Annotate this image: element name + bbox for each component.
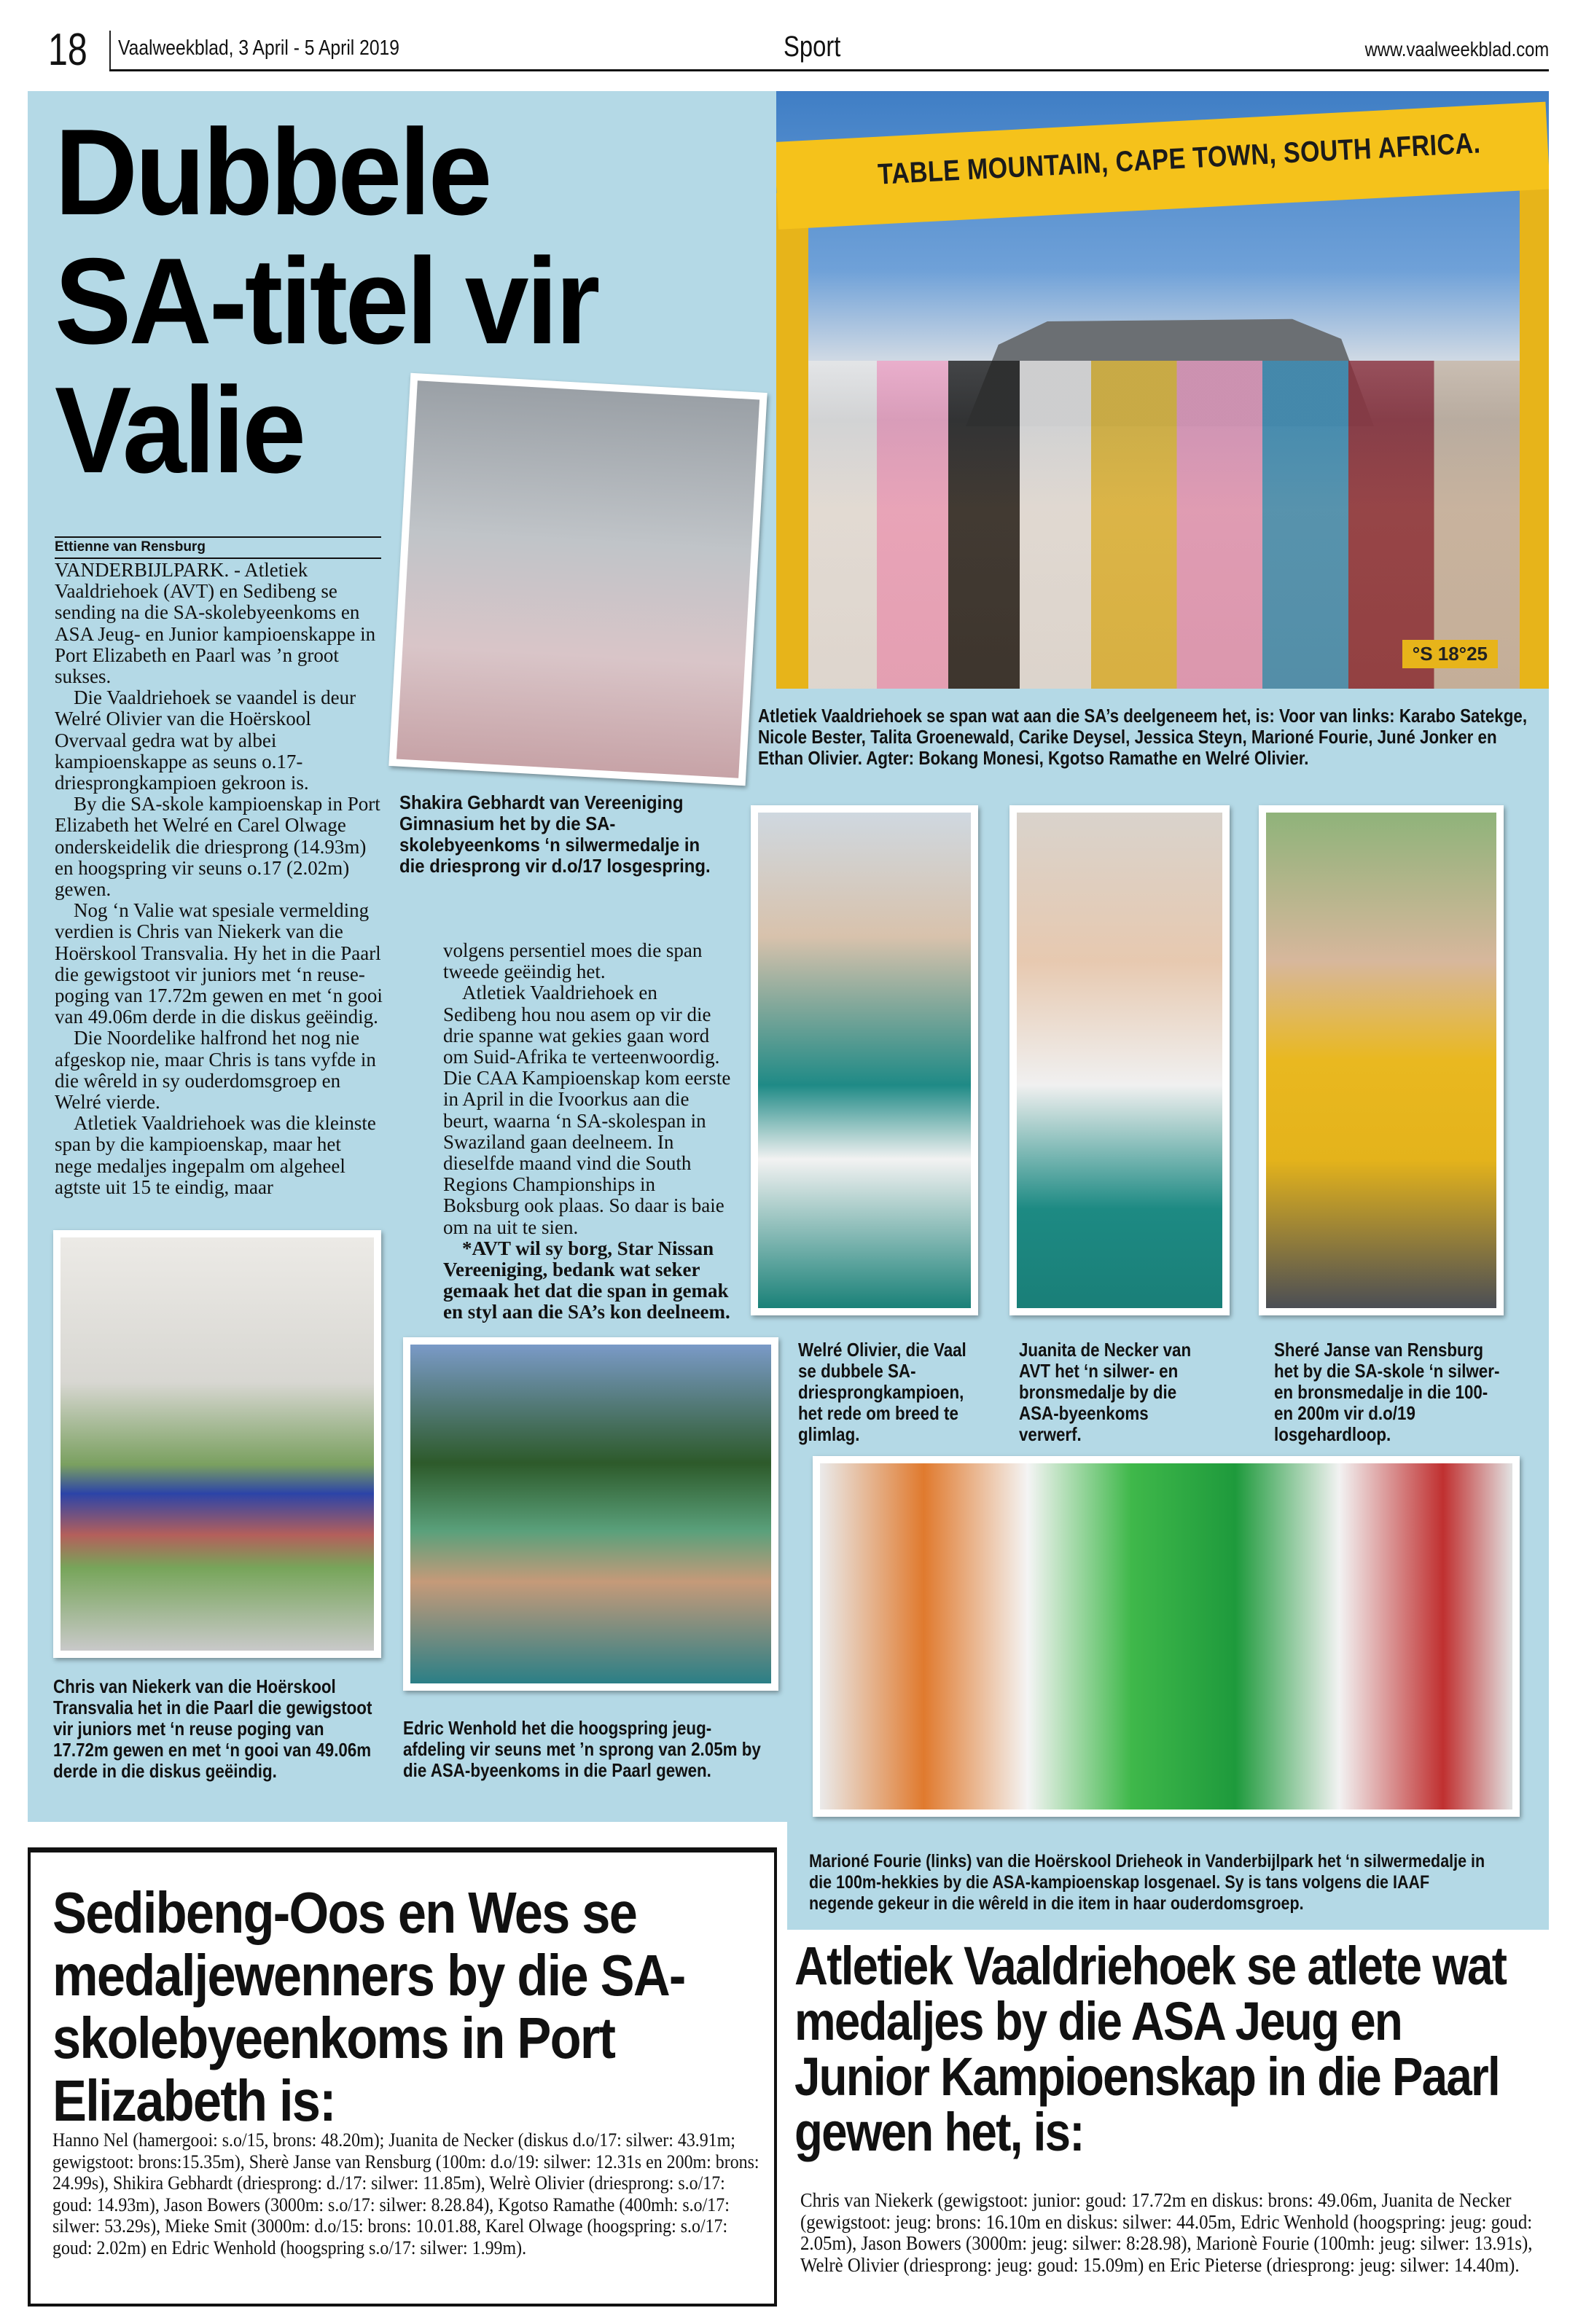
team-photo-table-mountain (776, 91, 1549, 689)
masthead-divider (109, 31, 111, 70)
edric-caption: Edric Wenhold het die hoogspring jeug-afdeling vir seuns met ’n sprong van 2.05m by die ASA-byeenkoms in die Paarl gewen. (403, 1717, 761, 1781)
headline-line-3: Valie (55, 361, 304, 498)
publication-date: Vaalweekblad, 3 April - 5 April 2019 (118, 36, 399, 60)
paragraph: Die Vaaldriehoek se vaandel is deur Welré Olivier van die Hoërskool Overvaal gedra wat by albei kampioenskappe as seuns o.17-driesprongkampioen gekroon is. (55, 686, 356, 794)
section-label: Sport (784, 31, 841, 63)
marione-caption: Marioné Fourie (links) van die Hoërskool Drieheok in Vanderbijlpark het ‘n silwermedalje in die 100m-hekkies by die ASA-kampioenskap losgenael. Sy is tans volgens die IAAF negende gekeur in die wêreld in die item in haar ouderdomsgroep. (809, 1851, 1485, 1914)
yellow-frame-sign (776, 102, 1549, 230)
website-link[interactable]: www.vaalweekblad.com (1364, 38, 1549, 60)
shere-image (1266, 813, 1496, 1308)
sedibeng-medal-box (28, 1847, 777, 2307)
juanita-caption: Juanita de Necker van AVT het ‘n silwer- en bronsmedalje by die ASA-byeenkoms verwerf. (1019, 1339, 1192, 1445)
headline-line-1: Dubbele (55, 103, 490, 240)
page-number: 18 (48, 25, 87, 75)
juanita-photo (1009, 805, 1230, 1315)
welre-image (758, 813, 971, 1308)
masthead-rule (109, 69, 1549, 71)
paragraph: Die Noordelike halfrond het nog nie afgeskop nie, maar Chris is tans vyfde in die wêreld in sy ouderdomsgroep en Welré vierde. (55, 1027, 376, 1114)
byline: Ettienne van Rensburg (55, 539, 206, 555)
paragraph: volgens persentiel moes die span tweede geëindig het. (443, 939, 703, 983)
shere-photo (1259, 805, 1504, 1315)
yellow-frame-right (1520, 171, 1549, 689)
juanita-image (1017, 813, 1222, 1308)
shakira-caption: Shakira Gebhardt van Vereeniging Gimnasium het by die SA-skolebyeenkoms ‘n silwermedalje in die driesprong vir d.o/17 losgespring. (399, 791, 711, 877)
chris-image (60, 1237, 374, 1651)
avt-box-title: Atletiek Vaaldriehoek se atlete wat medaljes by die ASA Jeug en Junior Kampioenskap in die Paarl gewen het, is: (794, 1936, 1507, 2162)
edric-image (410, 1345, 771, 1683)
sedibeng-box-title: Sedibeng-Oos en Wes se medaljewenners by die SA-skolebyeenkoms in Port Elizabeth is: (52, 1880, 685, 2133)
sign-text: TABLE MOUNTAIN, CAPE TOWN, SOUTH AFRICA. (877, 127, 1482, 191)
shere-caption: Sheré Janse van Rensburg het by die SA-skole ‘n silwer- en bronsmedalje in die 100- en 200m vir d.o/19 losgehardloop. (1274, 1339, 1500, 1445)
paragraph: By die SA-skole kampioenskap in Port Elizabeth het Welré en Carel Olwage onderskeidelik die driesprong (14.93m) en hoogspring vir seuns o.17 (2.02m) gewen. (55, 793, 380, 901)
avt-box-body: Chris van Niekerk (gewigstoot: junior: goud: 17.72m en diskus: brons: 49.06m, Juanita de Necker (gewigstoot: jeug: brons: 16.10m en diskus: silwer: 44.05m, Edric Wenhold (hoogspring: jeug: goud: 2.05m), Jason Bowers (3000m: jeug: silwer: 8:28.98), Marionè Fourie (100mh: jeug: silwer: 13.91s), Welrè Olivier (driesprong: jeug: goud: 15.09m) en Eric Pieterse (driesprong: jeug: silwer: 14.40m). (800, 2189, 1533, 2276)
edric-photo (403, 1337, 778, 1691)
sponsor-note: *AVT wil sy borg, Star Nissan Vereeniging, bedank wat seker gemaak het dat die span in gemak en styl aan die SA’s kon deelneem. (443, 1237, 730, 1323)
welre-caption: Welré Olivier, die Vaal se dubbele SA-driesprongkampioen, het rede om breed te glimlag. (798, 1339, 966, 1445)
shakira-photo (388, 373, 767, 786)
team-photo-caption: Atletiek Vaaldriehoek se span wat aan die SA’s deelgeneem het, is: Voor van links: Karabo Satekge, Nicole Bester, Talita Groenewald, Carike Deysel, Jessica Steyn, Marioné Fourie, Juné Jonker en Ethan Olivier. Agter: Bokang Monesi, Kgotso Ramathe en Welré Olivier. (758, 705, 1528, 769)
headline-line-2: SA-titel vir (55, 232, 598, 369)
marione-group-image (820, 1463, 1512, 1809)
paragraph: Atletiek Vaaldriehoek was die kleinste span by die kampioenskap, maar het nege medaljes ingepalm om algeheel agtste uit 15 te eindig, maar (55, 1112, 376, 1198)
marione-group-photo (813, 1456, 1520, 1817)
byline-rule (55, 536, 381, 538)
yellow-frame-left (776, 193, 808, 689)
paragraph: Nog ‘n Valie wat spesiale vermelding verdien is Chris van Niekerk van die Hoërskool Transvalia. Hy het in die Paarl die gewigstoot vir juniors met ‘n reuse-poging van 17.72m gewen en met ‘n gooi van 49.06m derde in die diskus geëindig. (55, 899, 383, 1028)
paragraph: Atletiek Vaaldriehoek en Sedibeng hou nou asem op vir die drie spanne wat gekies gaan word om Suid-Afrika te verteenwoordig. Die CAA Kampioenskap kom eerste in April in die Ivoorkus aan die beurt, waarna ‘n SA-skolespan in Swaziland gaan deelneem. In dieselfde maand vind die South Regions Championships in Boksburg ook plaas. So daar is baie om na uit te sien. (443, 982, 731, 1238)
article-column-2 (443, 940, 735, 1323)
sedibeng-box-body: Hanno Nel (hamergooi: s.o/15, brons: 48.20m); Juanita de Necker (diskus d.o/17: silwer: 43.91m; gewigstoot: brons:15.35m), Sherè Janse van Rensburg (100m: d.o/19: silwer: 12.31s en 200m: brons: 24.99s), Shikira Gebhardt (driesprong: d./17: silwer: 11.85m), Welrè Olivier (driesprong: s.o/17: goud: 14.93m), Jason Bowers (3000m: s.o/17: silwer: 8.28.84), Kgotso Ramathe (400mh: s.o/17: silwer: 53.29s), Mieke Smit (3000m: d.o/15: brons: 10.01.88, Karel Olwage (hoogspring: s.o/17: goud: 2.02m) en Edric Wenhold (hoogspring s.o/17: silwer: 1.99m). (52, 2129, 759, 2258)
frame-coordinates: °S 18°25 (1402, 640, 1498, 668)
paragraph: VANDERBIJLPARK. - Atletiek Vaaldriehoek (AVT) en Sedibeng se sending na die SA-skolebyeenkoms en ASA Jeug- en Junior kampioenskappe in Port Elizabeth en Paarl was ’n groot sukses. (55, 559, 376, 688)
chris-shotput-photo (53, 1230, 381, 1658)
shakira-image (397, 380, 759, 778)
article-column-1 (55, 560, 383, 1198)
chris-caption: Chris van Niekerk van die Hoërskool Transvalia het in die Paarl die gewigstoot vir juniors met ‘n reuse poging van 17.72m gewen en met ‘n gooi van 49.06m derde in die diskus geëindig. (53, 1675, 372, 1782)
welre-photo (751, 805, 978, 1315)
